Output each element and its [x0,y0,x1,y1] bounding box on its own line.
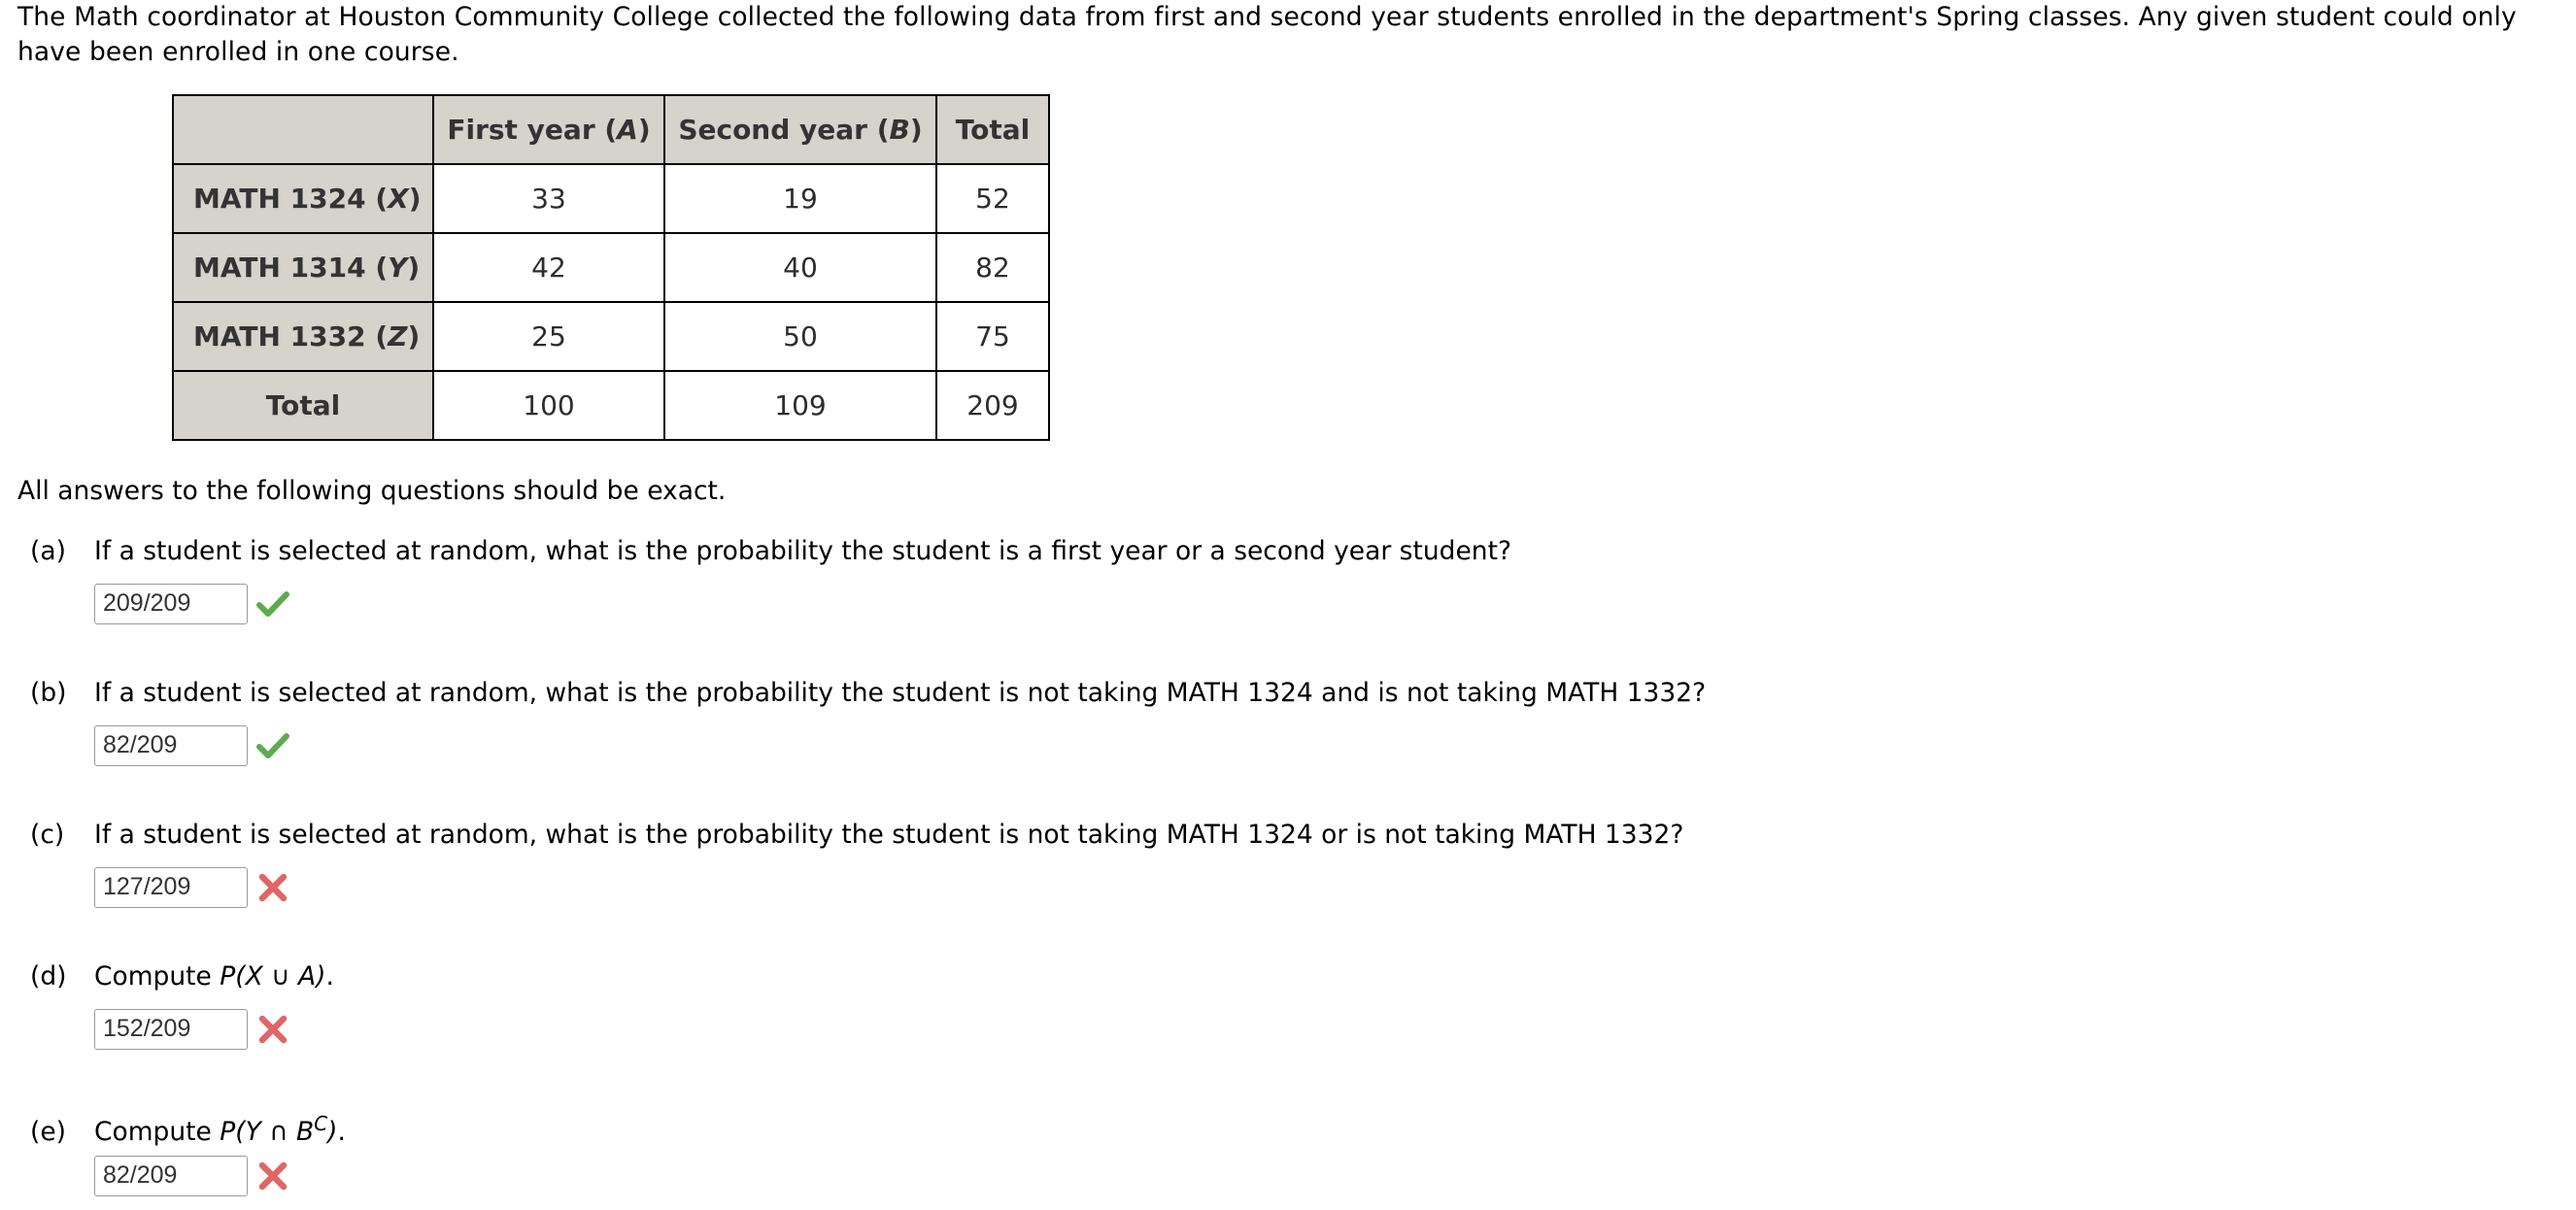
answer-input-d[interactable]: 152/209 [94,1009,248,1050]
row-label-math1332: MATH 1332 (Z) [173,302,433,371]
cross-icon [255,1012,290,1047]
cross-icon [255,870,290,905]
table-cell: 52 [936,164,1049,233]
row-label-math1314: MATH 1314 (Y) [173,233,433,302]
question-text-prefix: Compute [94,1116,220,1147]
answer-input-e[interactable]: 82/209 [94,1156,248,1196]
table-cell: 82 [936,233,1049,302]
math-expression: P(X ∪ A) [220,961,326,992]
header-second-year: Second year (B) [664,95,936,164]
answer-row-b [94,725,290,766]
table-cell: 50 [664,302,936,371]
question-text: If a student is selected at random, what is the probability the student is not taking MATH 1324 and is not taking MATH 1332? [94,678,1707,708]
question-text: If a student is selected at random, what is the probability the student is not taking MATH 1324 or is not taking MATH 1332? [94,820,1684,850]
enrollment-table [172,94,1050,441]
question-a [30,534,1511,569]
header-total: Total [936,95,1049,164]
row-label-math1324: MATH 1324 (X) [173,164,433,233]
question-text-prefix: Compute [94,961,220,992]
answer-input-c[interactable]: 127/209 [94,867,248,908]
table-row [173,164,1049,233]
table-cell: 33 [433,164,664,233]
question-c [30,818,1683,853]
table-cell: 75 [936,302,1049,371]
table-cell: 42 [433,233,664,302]
row-label-total: Total [173,371,433,440]
check-icon [255,587,290,622]
question-b [30,676,1706,711]
table-cell: 40 [664,233,936,302]
answer-row-e [94,1156,290,1196]
table-total-row [173,371,1049,440]
cross-icon [255,1159,290,1193]
question-label: (c) [30,820,65,850]
question-d: (d) Compute P(X ∪ A). [30,959,334,994]
question-e: (e) Compute P(Y ∩ $B^C$). [30,1106,346,1150]
instructions-text: All answers to the following questions should be exact. [17,476,727,506]
math-expression: P(Y ∩ $B^C$) [220,1112,338,1147]
table-cell: 209 [936,371,1049,440]
answer-input-a[interactable]: 209/209 [94,584,248,624]
table-row [173,302,1049,371]
table-cell: 25 [433,302,664,371]
table-header-row [173,95,1049,164]
table-row [173,233,1049,302]
question-text: If a student is selected at random, what is the probability the student is a first year or a second year student? [94,536,1512,566]
check-icon [255,728,290,763]
answer-row-c [94,867,290,908]
table-cell: 19 [664,164,936,233]
question-label: (e) [30,1116,66,1147]
header-first-year: First year (A) [433,95,664,164]
table-cell: 109 [664,371,936,440]
question-label: (d) [30,961,67,992]
answer-row-d [94,1009,290,1050]
answer-row-a [94,584,290,624]
answer-input-b[interactable]: 82/209 [94,725,248,766]
table-cell: 100 [433,371,664,440]
table-corner-cell [173,95,433,164]
question-label: (a) [30,536,66,566]
question-label: (b) [30,678,67,708]
problem-intro: The Math coordinator at Houston Community College collected the following data from first and second year students enrolled in the department's Spring classes. Any given student could only have been enrolled in one course. [17,2,2517,67]
